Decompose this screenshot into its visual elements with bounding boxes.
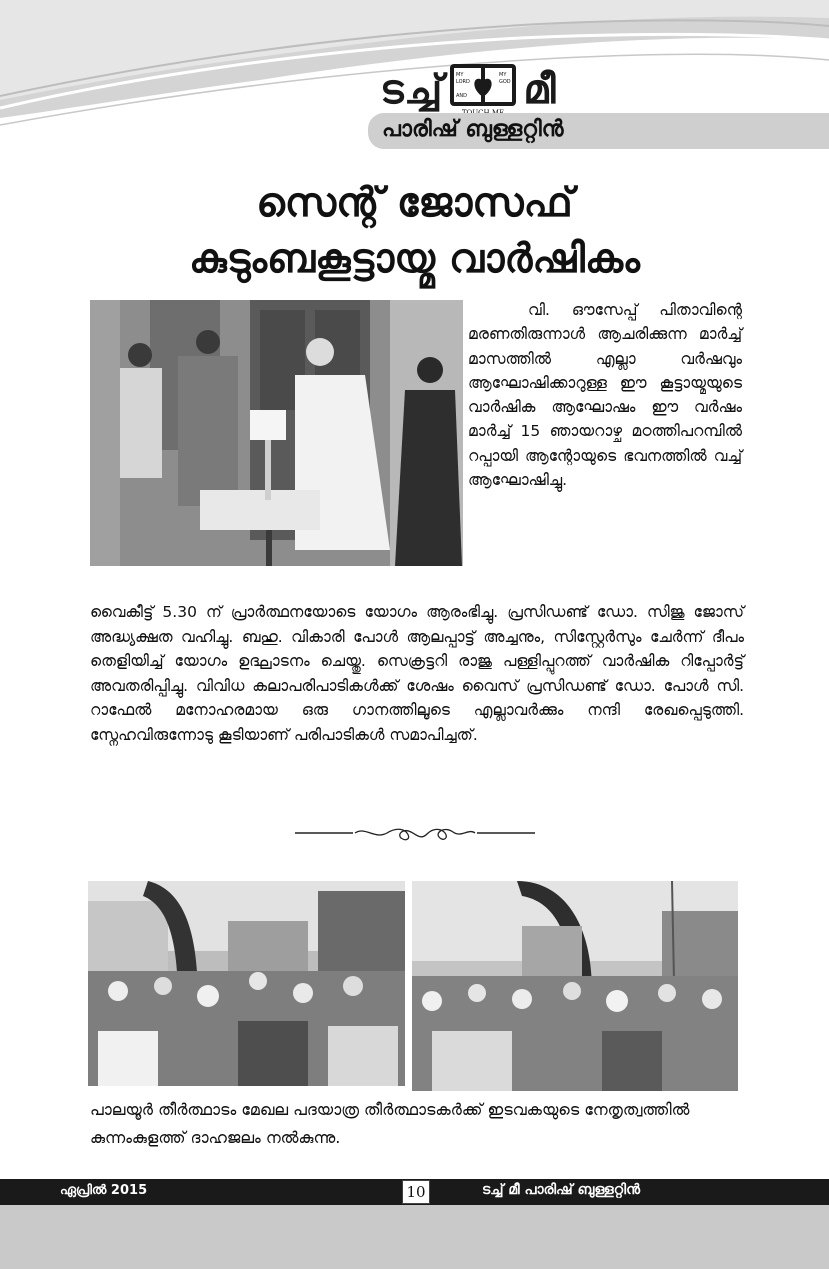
article-title-line-1: സെന്റ് ജോസഫ് bbox=[256, 180, 573, 226]
logo-word-and: AND bbox=[456, 93, 468, 99]
photo-caption bbox=[90, 1096, 744, 1152]
footer-band bbox=[0, 1205, 829, 1269]
article-title-line-2: കുടുംബകൂട്ടായ്മ വാർഷികം bbox=[189, 236, 640, 282]
main-paragraph-text: വൈകീട്ട് 5.30 ന് പ്രാർത്ഥനയോടെ യോഗം ആരംഭിച്ചു. പ്രസിഡണ്ട് ഡോ. സിജു ജോസ് അദ്ധ്യക്ഷത വഹിച്ചു. ബഹു. വികാരി പോൾ ആലപ്പാട്ട് അച്ചനും, സിസ്റ്റേർസും ചേർന്ന് ദീപം തെളിയിച്ച് യോഗം ഉദ്ഘാടനം ചെയ്തു. സെക്രട്ടറി രാജു പള്ളിപ്പുറത്ത് വാർഷിക റിപ്പോർട്ട് അവതരിപ്പിച്ചു. വിവിധ കലാപരിപാടികൾക്ക് ശേഷം വൈസ് പ്രസിഡണ്ട് ഡോ. പോൾ സി. റാഫേൽ മനോഹരമായ ഒരു ഗാനത്തിലൂടെ എല്ലാവർക്കും നന്ദി രേഖപ്പെടുത്തി. സ്നേഹവിരുന്നോടു കൂടിയാണ് പരിപാടികൾ സമാപിച്ചത്. bbox=[90, 603, 744, 744]
masthead-word-left: ടച്ച് bbox=[380, 67, 444, 113]
article-title bbox=[60, 175, 769, 287]
logo-word-lord: LORD bbox=[456, 79, 471, 85]
logo-word-my-1: MY bbox=[456, 72, 464, 78]
footer-bar bbox=[0, 1179, 829, 1205]
masthead bbox=[380, 60, 680, 120]
logo-word-my-2: MY bbox=[499, 72, 507, 78]
masthead-word-right: മീ bbox=[523, 67, 557, 113]
footer-date: ഏപ്രിൽ 2015 bbox=[60, 1183, 148, 1198]
ornament-divider bbox=[295, 822, 535, 844]
logo-word-god: GOD bbox=[499, 79, 512, 85]
main-paragraph bbox=[90, 600, 744, 747]
photo-caption-text: പാലയൂർ തീർത്ഥാടം മേഖല പദയാത്ര തീർത്ഥാടകർക്ക് ഇടവകയുടെ നേതൃത്വത്തിൽ കുന്നംകുളത്ത് ദാഹജലം നൽകുന്നു. bbox=[90, 1100, 690, 1147]
bulletin-subtitle: പാരിഷ് ബുള്ളറ്റിൻ bbox=[382, 117, 564, 142]
lamp-lighting-photo bbox=[90, 300, 463, 566]
side-paragraph bbox=[468, 298, 742, 492]
bible-heart-logo bbox=[447, 61, 519, 119]
page-number: 10 bbox=[402, 1180, 430, 1204]
side-paragraph-text: വി. ഔസേപ്പ് പിതാവിന്റെ മരണതിരുന്നാൾ ആചരിക്കുന്ന മാർച്ച് മാസത്തിൽ എല്ലാ വർഷവും ആഘോഷിക്കാറുള്ള ഈ കൂട്ടായ്മയുടെ വാർഷിക ആഘോഷം ഈ വർഷം മാർച്ച് 15 ഞായറാഴ്ച മഠത്തിപറമ്പിൽ റപ്പായി ആന്റോയുടെ ഭവനത്തിൽ വച്ച് ആഘോഷിച്ചു. bbox=[468, 301, 742, 490]
pilgrimage-photo-left bbox=[88, 881, 405, 1086]
subtitle-bar bbox=[368, 113, 829, 149]
pilgrimage-photo-right bbox=[412, 881, 738, 1091]
footer-publication: ടച്ച് മീ പാരിഷ് ബുള്ളറ്റിൻ bbox=[482, 1182, 640, 1198]
